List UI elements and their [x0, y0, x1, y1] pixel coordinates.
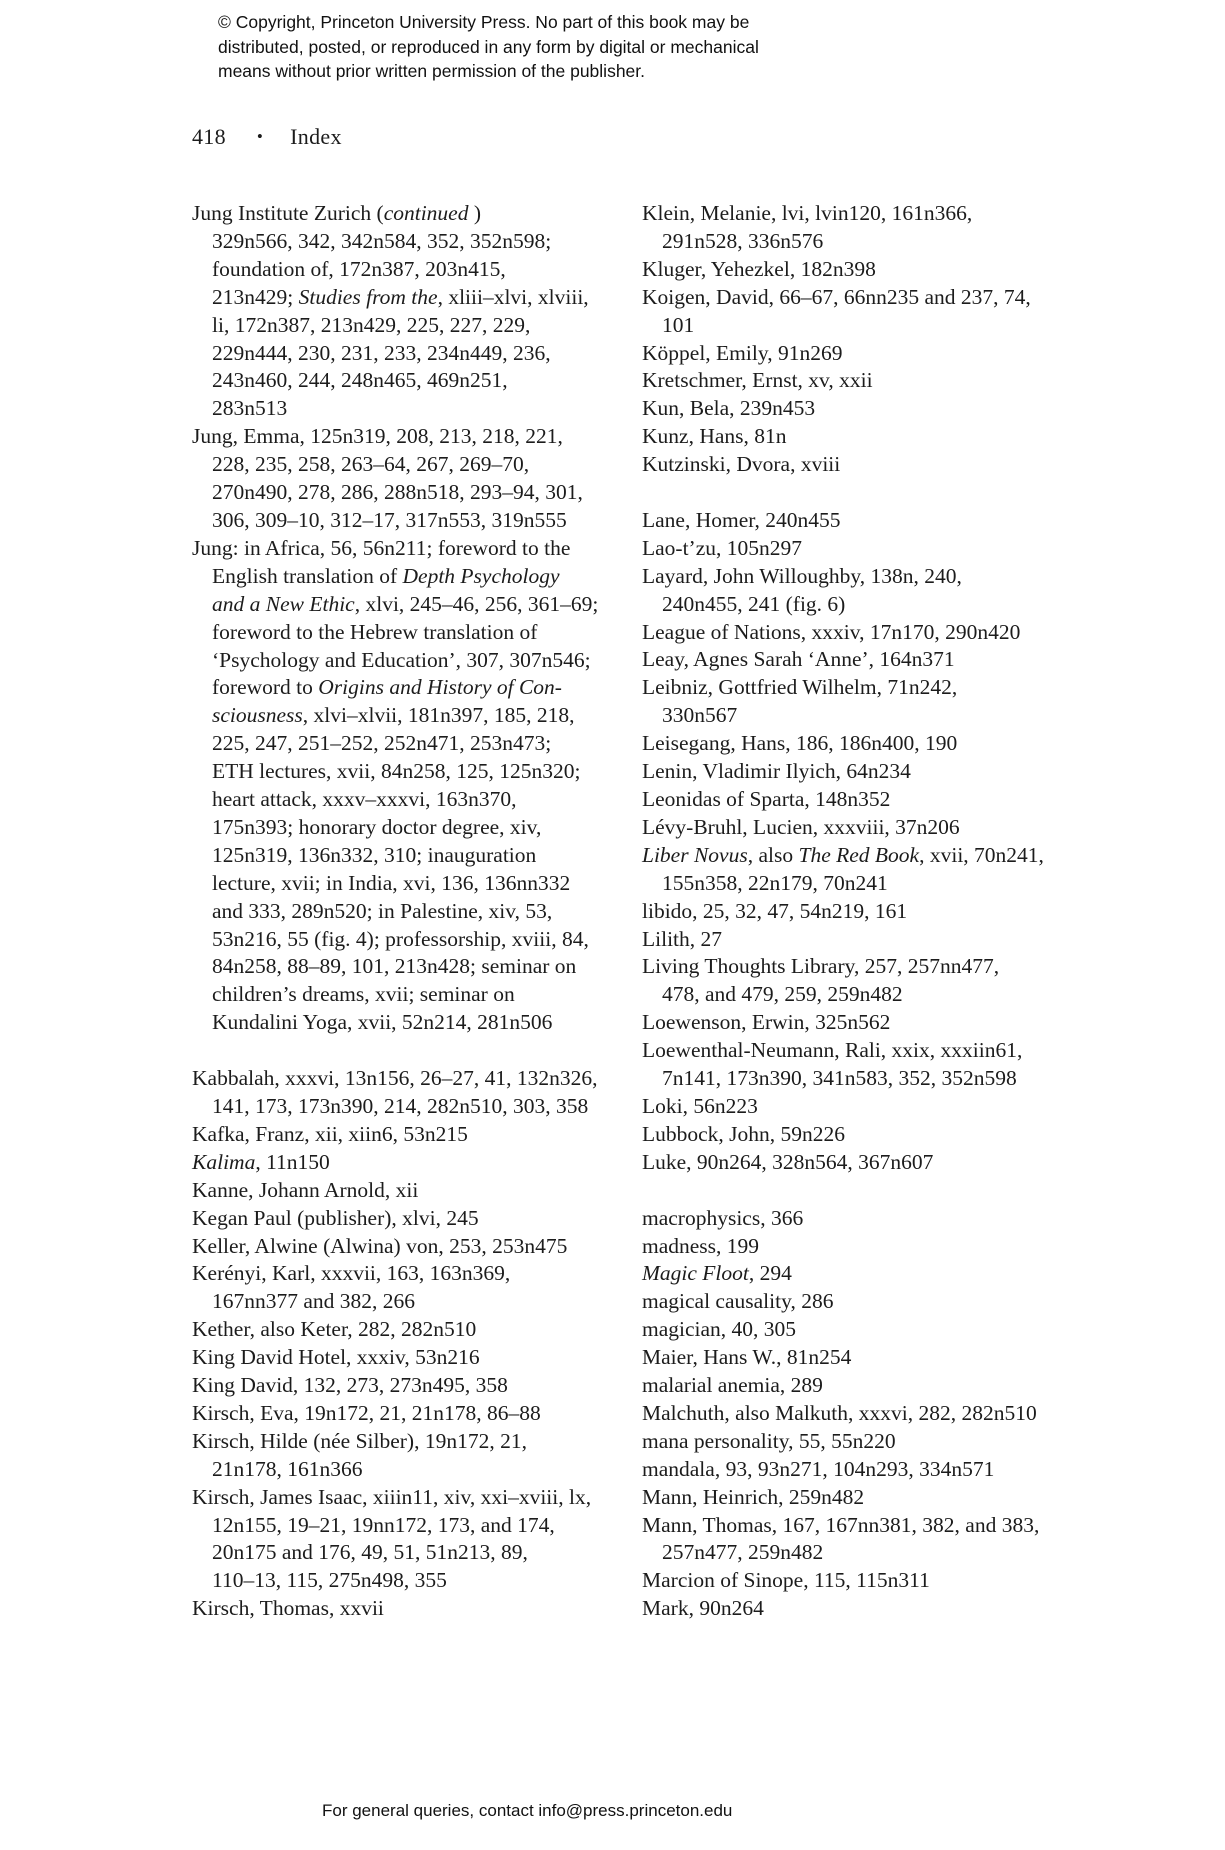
index-entry: Liber Novus, also The Red Book, xvii, 70n241, 155n358, 22n179, 70n241 [642, 842, 1044, 895]
index-entry: Kerényi, Karl, xxxvii, 163, 163n369, 167nn377 and 382, 266 [192, 1261, 511, 1314]
index-entry: libido, 25, 32, 47, 54n219, 161 [642, 898, 908, 923]
index-entry: Kanne, Johann Arnold, xii [192, 1177, 419, 1202]
index-entry: Köppel, Emily, 91n269 [642, 340, 843, 365]
index-entry: King David, 132, 273, 273n495, 358 [192, 1373, 508, 1398]
index-entry: Loewenthal-Neumann, Rali, xxix, xxxiin61, 7n141, 173n390, 341n583, 352, 352n598 [642, 1038, 1023, 1091]
index-entry: Lévy-Bruhl, Lucien, xxxviii, 37n206 [642, 814, 960, 839]
index-entry: Lubbock, John, 59n226 [642, 1121, 846, 1146]
index-entry: Kirsch, James Isaac, xiiin11, xiv, xxi–xviii, lx, 12n155, 19–21, 19nn172, 173, and 174, 20n175 and 176, 49, 51, 51n213, 89, 110–13, 115, 275n498, 355 [192, 1484, 592, 1593]
index-entry: Kretschmer, Ernst, xv, xxii [642, 368, 873, 393]
copyright-line: © Copyright, Princeton University Press. No part of this book may be [218, 12, 750, 32]
index-entry: mana personality, 55, 55n220 [642, 1428, 896, 1453]
index-entry: macrophysics, 366 [642, 1205, 804, 1230]
index-entry: Lao-t’zu, 105n297 [642, 535, 803, 560]
index-entry: Kunz, Hans, 81n [642, 424, 787, 449]
index-entry: Leibniz, Gottfried Wilhelm, 71n242, 330n567 [642, 675, 958, 728]
copyright-line: distributed, posted, or reproduced in any form by digital or mechanical [218, 36, 759, 57]
index-entry: Kalima, 11n150 [192, 1149, 330, 1174]
index-column-left [192, 200, 642, 1623]
index-entry: Kutzinski, Dvora, xviii [642, 452, 841, 477]
index-entry: Mann, Heinrich, 259n482 [642, 1484, 865, 1509]
index-entry: magician, 40, 305 [642, 1317, 797, 1342]
index-entry: Jung Institute Zurich (continued ) 329n566, 342, 342n584, 352, 352n598; foundation of, 172n387, 203n415, 213n429; Studies from the, xliii–xlvi, xlviii, li, 172n387, 213n429, 225, 227, 229, 229n444, 230, 231, 233, 234n449, 236, 243n460, 244, 248n465, 469n251, 283n513 [192, 201, 589, 421]
page-title: Index [290, 124, 342, 149]
index-entry: League of Nations, xxxiv, 17n170, 290n420 [642, 619, 1021, 644]
index-entry: Lane, Homer, 240n455 [642, 507, 841, 532]
index-entry: Living Thoughts Library, 257, 257nn477, 478, and 479, 259, 259n482 [642, 954, 1000, 1007]
index-entry: Lilith, 27 [642, 926, 723, 951]
index-entry: Kirsch, Thomas, xxvii [192, 1596, 384, 1621]
index-entry: Marcion of Sinope, 115, 115n311 [642, 1568, 930, 1593]
bullet-separator: • [256, 127, 264, 146]
page-number: 418 [192, 124, 226, 149]
index-entry: Leisegang, Hans, 186, 186n400, 190 [642, 731, 958, 756]
index-entry: Kether, also Keter, 282, 282n510 [192, 1317, 477, 1342]
index-entry: Loki, 56n223 [642, 1093, 758, 1118]
index-entry: Kirsch, Eva, 19n172, 21, 21n178, 86–88 [192, 1400, 541, 1425]
index-entry: Jung, Emma, 125n319, 208, 213, 218, 221, 228, 235, 258, 263–64, 267, 269–70, 270n490, 278, 286, 288n518, 293–94, 301, 306, 309–10, 312–17, 317n553, 319n555 [192, 424, 583, 532]
copyright-notice [218, 10, 759, 84]
index-entry: Keller, Alwine (Alwina) von, 253, 253n475 [192, 1233, 568, 1258]
index-entry: Loewenson, Erwin, 325n562 [642, 1010, 891, 1035]
index-entry: Maier, Hans W., 81n254 [642, 1345, 852, 1370]
index-columns [192, 200, 1092, 1623]
index-entry: Kafka, Franz, xii, xiin6, 53n215 [192, 1121, 468, 1146]
page-header [192, 124, 342, 150]
index-entry: mandala, 93, 93n271, 104n293, 334n571 [642, 1456, 995, 1481]
index-entry: Layard, John Willoughby, 138n, 240, 240n455, 241 (fig. 6) [642, 563, 962, 616]
index-entry: Kabbalah, xxxvi, 13n156, 26–27, 41, 132n326, 141, 173, 173n390, 214, 282n510, 303, 358 [192, 1066, 598, 1118]
index-entry: Magic Floot, 294 [642, 1261, 792, 1286]
index-entry: Koigen, David, 66–67, 66nn235 and 237, 74, 101 [642, 284, 1031, 337]
index-entry: Mark, 90n264 [642, 1596, 764, 1621]
index-entry: Lenin, Vladimir Ilyich, 64n234 [642, 759, 911, 784]
index-entry: Leonidas of Sparta, 148n352 [642, 787, 891, 812]
footer-contact-text: For general queries, contact info@press.princeton.edu [322, 1801, 733, 1820]
copyright-line: means without prior written permission of the publisher. [218, 61, 646, 81]
index-entry: madness, 199 [642, 1233, 760, 1258]
index-entry: Jung: in Africa, 56, 56n211; foreword to the English translation of Depth Psychology and a New Ethic, xlvi, 245–46, 256, 361–69; foreword to the Hebrew translation of ‘Psychology and Education’, 307, 307n546; foreword to Origins and History of Con- sciousness, xlvi–xlvii, 181n397, 185, 218, 225, 247, 251–252, 252n471, 253n473; ETH lectures, xvii, 84n258, 125, 125n320; heart attack, xxxv–xxxvi, 163n370, 175n393; honorary doctor degree, xiv, 125n319, 136n332, 310; inauguration lecture, xvii; in India, xvi, 136, 136nn332 and 333, 289n520; in Palestine, xiv, 53, 53n216, 55 (fig. 4); professorship, xviii, 84, 84n258, 88–89, 101, 213n428; seminar on children’s dreams, xvii; seminar on Kundalini Yoga, xvii, 52n214, 281n506 [192, 535, 599, 1035]
index-entry: magical causality, 286 [642, 1289, 834, 1314]
index-entry: malarial anemia, 289 [642, 1373, 823, 1398]
index-entry: King David Hotel, xxxiv, 53n216 [192, 1345, 480, 1370]
index-entry: Luke, 90n264, 328n564, 367n607 [642, 1149, 934, 1174]
index-entry: Mann, Thomas, 167, 167nn381, 382, and 383, 257n477, 259n482 [642, 1512, 1040, 1565]
index-entry: Kirsch, Hilde (née Silber), 19n172, 21, 21n178, 161n366 [192, 1428, 527, 1481]
index-entry: Klein, Melanie, lvi, lvin120, 161n366, 291n528, 336n576 [642, 201, 973, 253]
index-entry: Kluger, Yehezkel, 182n398 [642, 256, 876, 281]
index-entry: Malchuth, also Malkuth, xxxvi, 282, 282n510 [642, 1400, 1037, 1425]
index-entry: Kun, Bela, 239n453 [642, 396, 816, 421]
index-entry: Kegan Paul (publisher), xlvi, 245 [192, 1205, 479, 1230]
index-entry: Leay, Agnes Sarah ‘Anne’, 164n371 [642, 647, 955, 672]
index-column-right [642, 200, 1092, 1623]
